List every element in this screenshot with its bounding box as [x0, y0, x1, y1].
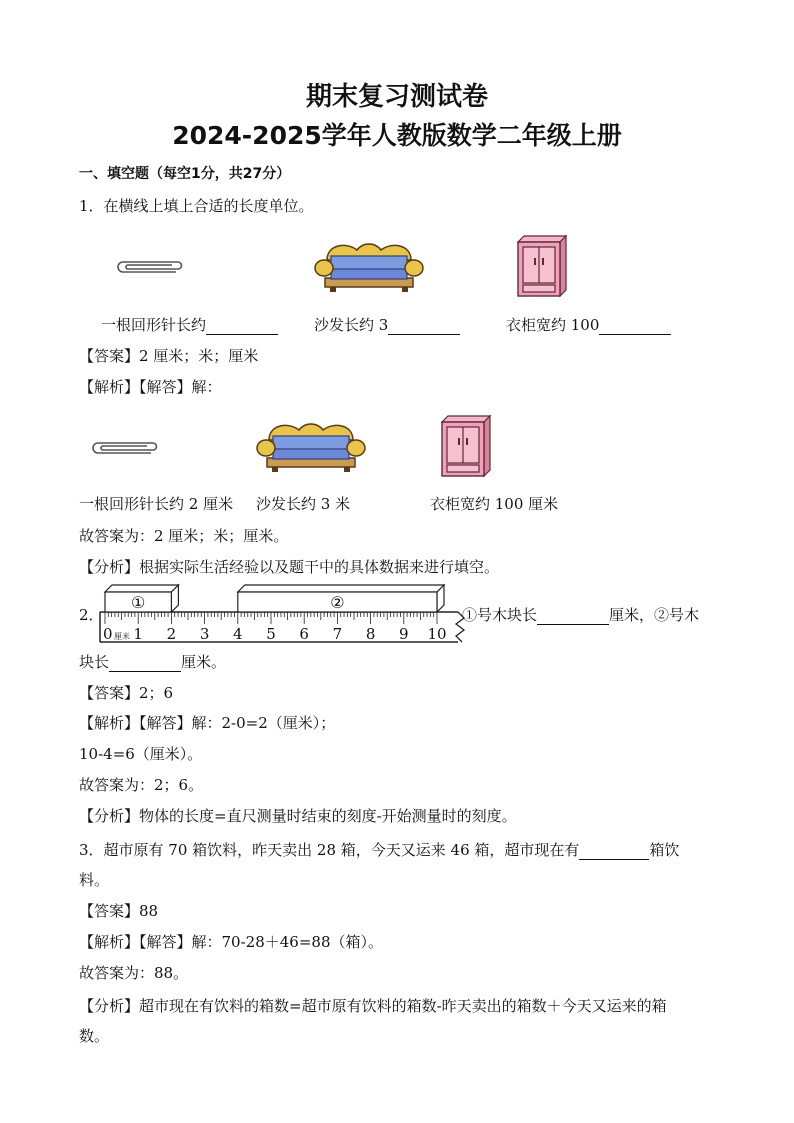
ruler-tick-label: 0 [103, 625, 113, 643]
ruler-tick-label: 3 [199, 625, 210, 643]
page-title: 期末复习测试卷 [305, 82, 488, 112]
page-subtitle: 2024-2025学年人教版数学二年级上册 [172, 121, 622, 150]
sofa-icon [255, 420, 367, 472]
ruler-tick-label: 4 [233, 625, 243, 643]
answer-blank[interactable] [388, 318, 460, 335]
q1-filled-1: 一根回形针长约 2 厘米 [79, 495, 234, 513]
q2-text-b: 厘米，②号木 [609, 606, 700, 624]
ruler-tick-label: 5 [266, 625, 276, 643]
answer-blank[interactable] [599, 318, 671, 335]
q2-analysis-1: 【解析】【解答】解：2-0=2（厘米）； [79, 714, 336, 732]
answer-blank[interactable] [109, 655, 181, 672]
section-heading: 一、填空题（每空1分，共27分） [79, 166, 291, 182]
q2-analysis-2: 10-4=6（厘米）。 [79, 745, 203, 763]
q1-item-1-label: 一根回形针长约 [101, 316, 207, 334]
q3-analysis: 【解析】【解答】解：70-28＋46=88（箱）。 [79, 933, 383, 951]
q3-answer: 【答案】88 [79, 902, 159, 920]
q2-line1 [462, 605, 699, 625]
paperclip-icon [114, 258, 182, 276]
wood-block-2 [238, 585, 444, 612]
paperclip-icon [89, 439, 157, 457]
q2-number: 2． [79, 606, 104, 624]
q2-conclusion: 故答案为：2；6。 [79, 776, 204, 794]
q3-note-2: 数。 [79, 1027, 110, 1045]
q1-filled-3: 衣柜宽约 100 厘米 [430, 495, 559, 513]
wardrobe-icon [514, 236, 568, 298]
wardrobe-icon [438, 416, 492, 478]
q1-analysis-head: 【解析】【解答】解： [79, 378, 222, 396]
wood-block-1-label: ① [131, 593, 146, 612]
q3-stem-c: 料。 [79, 871, 110, 889]
q2-text-c: 块长 [79, 653, 110, 671]
wood-block-2-label: ② [330, 593, 345, 612]
q3-stem-a: 3．超市原有 70 箱饮料，昨天卖出 28 箱，今天又运来 46 箱，超市现在有 [79, 841, 580, 859]
ruler-tick-label: 6 [299, 625, 309, 643]
q1-answer: 【答案】2 厘米；米；厘米 [79, 347, 259, 365]
ruler-tick-label: 1 [133, 625, 143, 643]
q1-filled-2: 沙发长约 3 米 [256, 495, 351, 513]
q1-item-3 [506, 315, 671, 335]
q2-answer: 【答案】2；6 [79, 684, 174, 702]
q1-item-1 [101, 315, 278, 335]
q1-note: 【分析】根据实际生活经验以及题干中的具体数据来进行填空。 [79, 558, 500, 576]
ruler-unit-label: 厘米 [114, 632, 130, 641]
ruler-tick-label: 8 [365, 625, 376, 643]
q3-line1 [79, 840, 679, 860]
q2-note: 【分析】物体的长度=直尺测量时结束的刻度-开始测量时的刻度。 [79, 807, 517, 825]
sofa-icon [313, 240, 425, 292]
answer-blank[interactable] [206, 318, 278, 335]
q3-stem-b: 箱饮 [649, 841, 680, 859]
q1-conclusion: 故答案为：2 厘米；米；厘米。 [79, 527, 289, 545]
answer-blank[interactable] [579, 843, 649, 860]
q2-text-a: ①号木块长 [462, 606, 538, 624]
ruler-tick-label: 10 [427, 625, 447, 643]
ruler-figure [100, 584, 466, 644]
q1-item-3-label: 衣柜宽约 100 [506, 316, 600, 334]
q2-text-d: 厘米。 [181, 653, 227, 671]
wood-block-1 [105, 585, 178, 612]
ruler-tick-label: 2 [166, 625, 177, 643]
ruler-tick-label: 7 [332, 625, 343, 643]
q1-stem: 1．在横线上填上合适的长度单位。 [79, 197, 314, 215]
q2-line2 [79, 652, 226, 672]
q3-note-1: 【分析】超市现在有饮料的箱数=超市原有饮料的箱数-昨天卖出的箱数＋今天又运来的箱 [79, 997, 667, 1015]
answer-blank[interactable] [537, 608, 609, 625]
ruler-tick-label: 9 [399, 625, 409, 643]
q1-item-2-label: 沙发长约 3 [314, 316, 389, 334]
q3-conclusion: 故答案为：88。 [79, 964, 189, 982]
q1-item-2 [314, 315, 460, 335]
